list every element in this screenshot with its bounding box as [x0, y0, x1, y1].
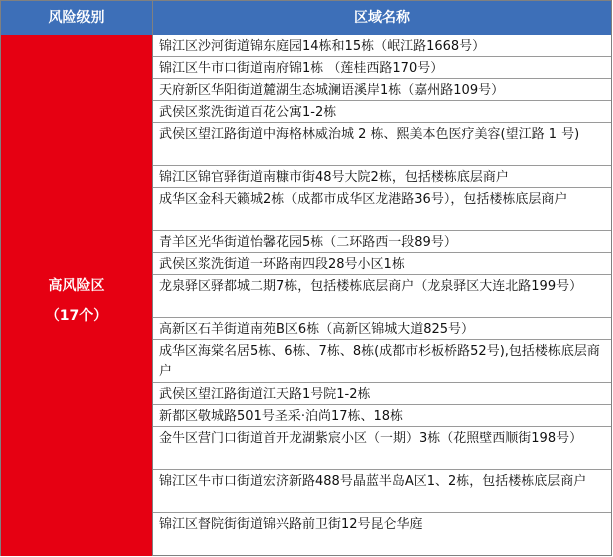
table-row: 天府新区华阳街道麓湖生态城澜语溪岸1栋（嘉州路109号） — [153, 79, 611, 101]
table-row: 武侯区望江路街道中海格林威治城 2 栋、熙美本色医疗美容(望江路 1 号) — [153, 123, 611, 166]
risk-level-count: （17个） — [45, 308, 108, 324]
table-row: 金牛区营门口街道首开龙湖紫宸小区（一期）3栋（花照壁西顺街198号） — [153, 427, 611, 470]
table-row: 锦江区锦官驿街道南糠市街48号大院2栋，包括楼栋底层商户 — [153, 166, 611, 188]
risk-level-name: 高风险区 — [48, 278, 105, 294]
table-row: 高新区石羊街道南苑B区6栋（高新区锦城大道825号） — [153, 318, 611, 340]
risk-level-cell — [1, 35, 153, 556]
header-area-name: 区域名称 — [354, 10, 410, 26]
table-header — [1, 1, 611, 35]
table-row: 锦江区牛市口街道宏济新路488号晶蓝半岛A区1、2栋，包括楼栋底层商户 — [153, 470, 611, 513]
table-row: 武侯区浆洗街道百花公寓1-2栋 — [153, 101, 611, 123]
table-row: 青羊区光华街道怡馨花园5栋（二环路西一段89号） — [153, 231, 611, 253]
table-row: 龙泉驿区驿都城二期7栋，包括楼栋底层商户（龙泉驿区大连北路199号） — [153, 275, 611, 318]
table-row: 锦江区牛市口街道南府锦1栋 （莲桂西路170号） — [153, 57, 611, 79]
header-risk-level: 风险级别 — [1, 1, 153, 35]
table-row: 锦江区督院街街道锦兴路前卫街12号昆仑华庭 — [159, 517, 423, 532]
area-list — [153, 35, 611, 535]
table-row: 成华区海棠名居5栋、6栋、7栋、8栋(成都市杉板桥路52号),包括楼栋底层商户 — [153, 340, 611, 383]
table-row: 成华区金科天籁城2栋（成都市成华区龙港路36号），包括楼栋底层商户 — [153, 188, 611, 231]
table-row: 武侯区浆洗街道一环路南四段28号小区1栋 — [153, 253, 611, 275]
table-row: 锦江区沙河街道锦东庭园14栋和15栋（岷江路1668号） — [153, 35, 611, 57]
table-row: 新都区敬城路501号圣采·泊尚17栋、18栋 — [153, 405, 611, 427]
table-row: 武侯区望江路街道江天路1号院1-2栋 — [153, 383, 611, 405]
